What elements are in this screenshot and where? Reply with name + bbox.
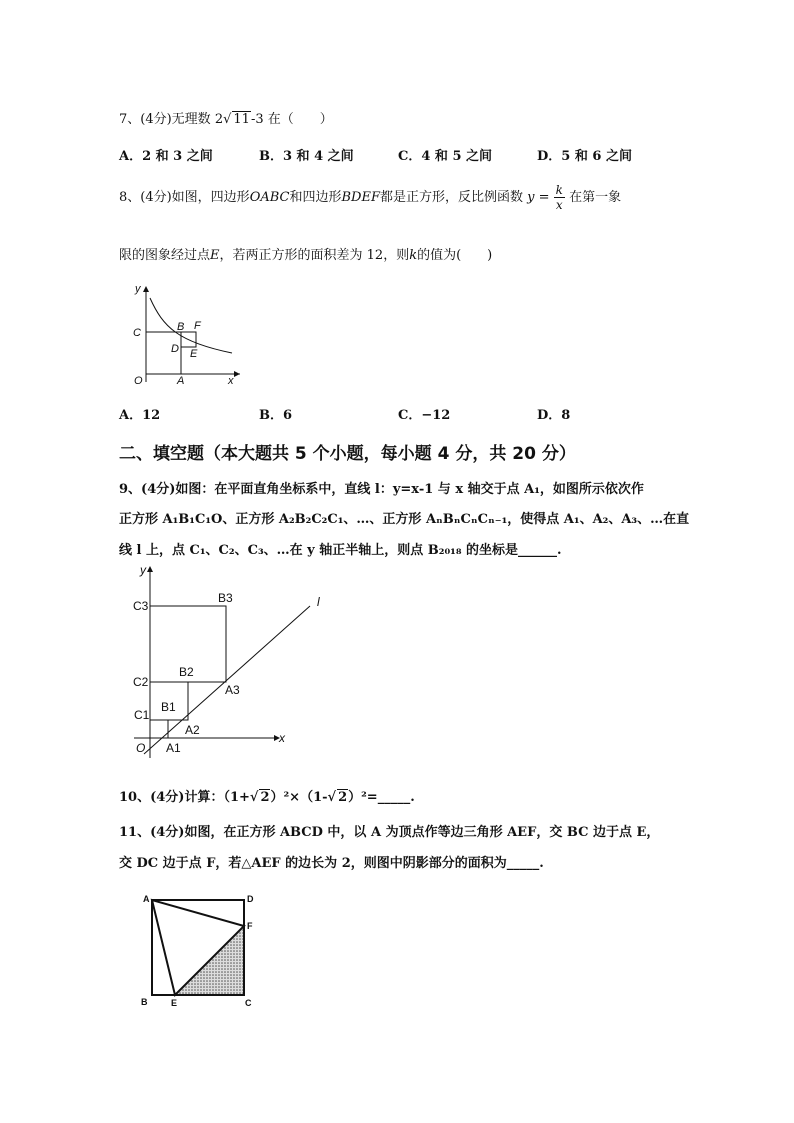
- q7-option-d[interactable]: D．5 和 6 之间: [537, 149, 632, 164]
- q9-label-x: x: [279, 731, 285, 745]
- q8-text-g: 的值为( ): [417, 248, 493, 263]
- q8-label-a: A: [177, 375, 185, 387]
- q8-option-c[interactable]: C．−12: [398, 408, 451, 423]
- q8-text-e: 限的图象经过点: [119, 248, 211, 263]
- q8-text-d: 在第一象: [569, 190, 622, 205]
- q8-label-x: x: [228, 375, 234, 387]
- q11-label-b: B: [141, 997, 148, 1007]
- q10-prefix: 10、(4分)计算：（1+: [119, 790, 250, 805]
- q9-stem-line2: 正方形 A₁B₁C₁O、正方形 A₂B₂C₂C₁、…、正方形 AₙBₙCₙCₙ₋₁，使得点 A₁、A₂、A₃、…在直: [119, 512, 690, 527]
- q8-option-b[interactable]: B．6: [259, 408, 293, 423]
- q9-label-y: y: [140, 563, 146, 577]
- q8-k: k: [409, 248, 418, 263]
- q8-frac-num: k: [555, 183, 563, 197]
- section-2-title: 二、填空题（本大题共 5 个小题，每小题 4 分，共 20 分）: [119, 444, 576, 464]
- q7-option-c[interactable]: C．4 和 5 之间: [398, 149, 493, 164]
- q9-y-arrow: [147, 566, 153, 572]
- q8-text-a: 8、(4分)如图，四边形: [119, 190, 250, 205]
- q8-label-b: B: [177, 321, 185, 333]
- q8-label-f: F: [194, 320, 201, 332]
- q8-stem-line1: [119, 183, 621, 212]
- q8-label-c: C: [133, 327, 141, 339]
- q10-sqrt-sign-1: √: [249, 790, 259, 805]
- q10-stem: [119, 786, 415, 805]
- q9-line-l: [144, 606, 310, 754]
- q8-stem-line2: [119, 244, 492, 263]
- q11-stem-line2: 交 DC 边于点 F，若△AEF 的边长为 2，则图中阴影部分的面积为_____.: [119, 856, 544, 871]
- q8-option-a[interactable]: A．12: [119, 408, 161, 423]
- q9-label-c2: C2: [133, 675, 149, 689]
- q10-suffix: ）²=_____.: [348, 790, 415, 805]
- q8-label-e: E: [190, 348, 198, 360]
- q8-oabc: OABC: [249, 190, 290, 205]
- q9-label-a1: A1: [166, 741, 181, 755]
- q9-label-a2: A2: [185, 723, 200, 737]
- q8-frac-den: x: [555, 198, 563, 212]
- q10-radicand-1: 2: [260, 790, 270, 805]
- q8-fraction: [554, 183, 565, 212]
- q8-label-d: D: [171, 343, 179, 355]
- q8-bdef: BDEF: [341, 190, 380, 205]
- q8-x-arrow: [234, 371, 240, 377]
- q10-middle: ）²×（1-: [270, 790, 328, 805]
- q8-label-o: O: [134, 375, 143, 387]
- q9-label-b2: B2: [179, 665, 194, 679]
- q11-label-d: D: [247, 894, 254, 904]
- q8-option-d[interactable]: D．8: [537, 408, 571, 423]
- q9-label-l: l: [317, 595, 320, 609]
- q8-figure: [128, 282, 244, 388]
- q8-point-e: E: [210, 248, 220, 263]
- q11-figure: [134, 890, 260, 1014]
- q7-option-b[interactable]: B．3 和 4 之间: [259, 149, 354, 164]
- q8-text-b: 和四边形: [289, 190, 342, 205]
- q9-label-c1: C1: [134, 708, 150, 722]
- q8-text-c: 都是正方形，反比例函数: [380, 190, 524, 205]
- q9-figure: [128, 562, 320, 760]
- q11-stem-line1: 11、(4分)如图，在正方形 ABCD 中，以 A 为顶点作等边三角形 AEF，交 BC 边于点 E，: [119, 825, 660, 840]
- q9-label-b1: B1: [161, 700, 176, 714]
- q8-y-equals: y =: [527, 190, 550, 205]
- q9-stem-line1: 9、(4分)如图：在平面直角坐标系中，直线 l：y=x-1 与 x 轴交于点 A₁，如图所示依次作: [119, 482, 644, 497]
- q8-label-y: y: [135, 283, 141, 295]
- q8-hyperbola: [150, 298, 232, 353]
- q8-y-arrow: [143, 286, 149, 292]
- q7-option-a[interactable]: A．2 和 3 之间: [119, 149, 213, 164]
- q11-label-f: F: [247, 921, 253, 931]
- q9-stem-line3: 线 l 上，点 C₁、C₂、C₃、…在 y 轴正半轴上，则点 B₂₀₁₈ 的坐标是______.: [119, 543, 562, 558]
- q11-label-a: A: [143, 894, 150, 904]
- q9-label-c3: C3: [133, 599, 149, 613]
- q9-label-b3: B3: [218, 591, 233, 605]
- q7-radicand: 11: [233, 112, 250, 127]
- q11-label-e: E: [171, 998, 178, 1008]
- q9-label-a3: A3: [225, 683, 240, 697]
- q10-sqrt-sign-2: √: [327, 790, 337, 805]
- q8-text-f: ，若两正方形的面积差为 12，则: [219, 248, 410, 263]
- q7-sqrt-sign: √: [223, 112, 232, 127]
- q9-label-o: O: [136, 741, 146, 755]
- q7-stem: [119, 108, 333, 127]
- q10-radicand-2: 2: [338, 790, 348, 805]
- q7-prefix: 7、(4分)无理数 2: [119, 112, 224, 127]
- q7-suffix: -3 在（ ）: [250, 112, 333, 127]
- q11-label-c: C: [245, 998, 252, 1008]
